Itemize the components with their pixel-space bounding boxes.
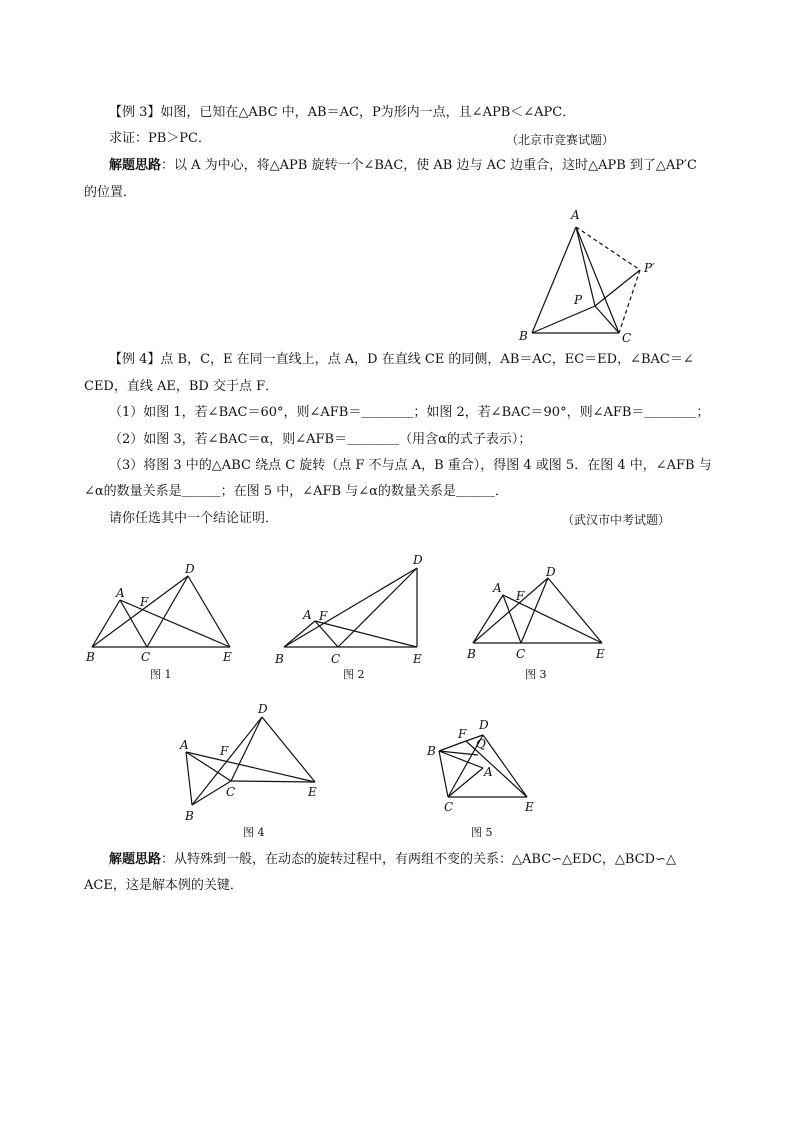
figure-5 xyxy=(420,710,550,820)
ex4-q3-line2: ∠α的数量关系是＿＿＿；在图 5 中，∠AFB 与∠α的数量关系是＿＿＿． xyxy=(84,484,508,499)
fig1-label-B: B xyxy=(86,650,95,664)
fig4-label-D: D xyxy=(258,702,268,716)
ex4-q1: （1）如图 1，若∠BAC＝60°，则∠AFB＝＿＿＿＿；如图 2，若∠BAC＝90°，则∠AFB＝＿＿＿＿； xyxy=(109,405,710,420)
seg-PC xyxy=(595,306,619,333)
fig3-label-F: F xyxy=(516,589,525,603)
fig1-label-A: A xyxy=(116,586,125,600)
ex4-statement-line2: CED，直线 AE，BD 交于点 F． xyxy=(84,379,279,394)
seg-DE xyxy=(188,576,230,647)
seg-BA xyxy=(284,621,315,647)
seg-BD xyxy=(92,576,188,647)
fig2-label-F: F xyxy=(319,609,328,623)
fig3-label-C: C xyxy=(516,647,526,661)
ex4-q2: （2）如图 3，若∠BAC＝α，则∠AFB＝＿＿＿＿（用含α的式子表示）； xyxy=(109,432,532,447)
figure-1-caption: 图 1 xyxy=(150,668,172,681)
ex4-hint-text: ：从特殊到一般，在动态的旋转过程中，有两组不变的关系：△ABC∽△EDC，△BCD∽△ xyxy=(161,852,676,867)
fig5-label-B: B xyxy=(427,744,436,758)
fig5-label-A: A xyxy=(484,765,493,779)
fig1-label-C: C xyxy=(141,650,151,664)
fig4-label-A: A xyxy=(180,738,189,752)
seg-CD xyxy=(231,717,262,781)
ex3-hint-label: 解题思路 xyxy=(109,158,162,173)
ex3-hint-line1 xyxy=(109,157,697,175)
fig2-label-B: B xyxy=(275,652,284,666)
seg-BF xyxy=(439,741,466,751)
figure-1 xyxy=(80,560,250,670)
ex3-label-C: C xyxy=(622,331,632,345)
figure-2-caption: 图 2 xyxy=(343,668,365,681)
ex3-source: （北京市竞赛试题） xyxy=(506,133,615,147)
seg-PP2 xyxy=(595,270,640,306)
ex4-source: （武汉市中考试题） xyxy=(562,513,671,527)
ex4-hint-line1 xyxy=(109,851,676,869)
figure-3-caption: 图 3 xyxy=(525,668,547,681)
fig2-label-C: C xyxy=(331,652,341,666)
fig5-label-C: C xyxy=(444,800,454,814)
ex3-label-B: B xyxy=(519,329,528,343)
figure-5-caption: 图 5 xyxy=(471,826,493,839)
fig3-label-D: D xyxy=(546,565,556,579)
ex3-hint-text: ：以 A 为中心，将△APB 旋转一个∠BAC，使 AB 边与 AC 边重合，这时△APB 到了△AP′C xyxy=(161,158,697,173)
seg-P2C xyxy=(619,270,640,333)
fig1-label-E: E xyxy=(223,650,232,664)
seg-AE xyxy=(120,600,230,647)
seg-CD xyxy=(147,576,188,647)
ex4-prove: 请你任选其中一个结论证明． xyxy=(109,511,279,526)
figure-4 xyxy=(170,700,330,825)
ex4-hint-label: 解题思路 xyxy=(109,852,162,867)
seg-CE xyxy=(231,781,315,782)
fig3-label-B: B xyxy=(467,647,476,661)
fig4-label-C: C xyxy=(226,785,236,799)
fig5-label-F: F xyxy=(458,727,467,741)
ex4-hint-line2: ACE，这是解本例的关键． xyxy=(84,878,243,893)
ex3-label-P2: P′ xyxy=(644,261,655,275)
ex3-statement-line1: 【例 3】如图，已知在△ABC 中，AB＝AC，P为形内一点，且∠APB＜∠APC． xyxy=(109,105,576,120)
seg-DE xyxy=(548,578,602,643)
fig3-label-E: E xyxy=(596,647,605,661)
seg-BA xyxy=(473,595,503,643)
figure-2 xyxy=(272,550,432,670)
seg-BC xyxy=(439,751,448,797)
seg-AP2 xyxy=(576,227,640,270)
seg-AE xyxy=(186,752,315,782)
fig2-label-E: E xyxy=(413,652,422,666)
ex4-q3-line1: （3）将图 3 中的△ABC 绕点 C 旋转（点 F 不与点 A，B 重合），得图 4 或图 5．在图 4 中，∠AFB 与 xyxy=(109,458,712,473)
figure-3 xyxy=(460,560,620,670)
seg-AE xyxy=(315,621,417,647)
fig4-label-E: E xyxy=(308,785,317,799)
ex4-statement-line1: 【例 4】点 B，C，E 在同一直线上，点 A，D 在直线 CE 的同侧，AB＝AC，EC＝ED，∠BAC＝∠ xyxy=(109,352,694,367)
fig5-label-Q: Q xyxy=(476,737,486,751)
seg-DE xyxy=(262,717,315,782)
seg-AC xyxy=(448,768,483,797)
seg-AB xyxy=(186,752,192,805)
ex3-hint-line2: 的位置． xyxy=(84,185,137,200)
ex3-figure xyxy=(505,200,675,350)
fig5-label-D: D xyxy=(479,718,489,732)
fig2-label-D: D xyxy=(413,553,423,567)
fig5-label-E: E xyxy=(525,800,534,814)
fig1-label-D: D xyxy=(185,562,195,576)
seg-AC xyxy=(576,227,619,333)
seg-BD xyxy=(473,578,548,643)
fig2-label-A: A xyxy=(303,608,312,622)
seg-AC xyxy=(315,621,338,647)
ex3-label-A: A xyxy=(571,208,580,222)
seg-BA xyxy=(92,600,120,647)
ex3-statement-line2: 求证：PB＞PC． xyxy=(109,131,211,146)
ex3-label-P: P xyxy=(574,293,583,307)
fig4-label-F: F xyxy=(220,744,229,758)
figure-4-caption: 图 4 xyxy=(243,826,265,839)
fig4-label-B: B xyxy=(185,809,194,823)
fig1-label-F: F xyxy=(140,595,149,609)
fig3-label-A: A xyxy=(493,581,502,595)
